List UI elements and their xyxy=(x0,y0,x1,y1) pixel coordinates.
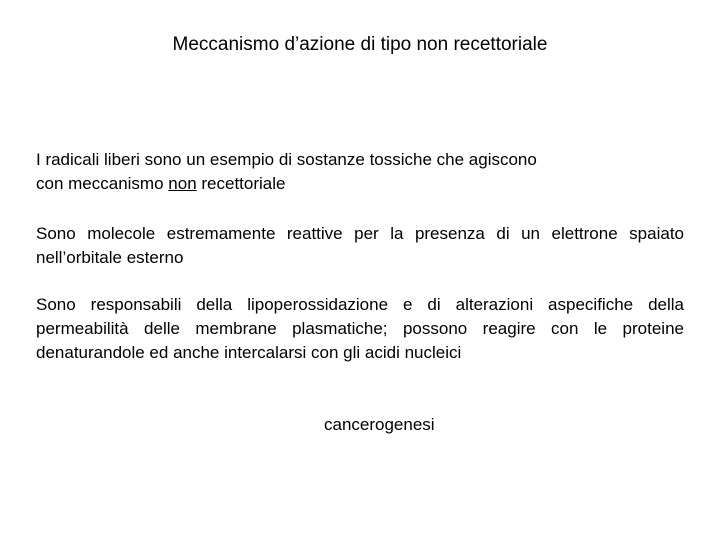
paragraph-1-line-2-end: recettoriale xyxy=(196,174,286,193)
paragraph-effects: Sono responsabili della lipoperossidazione e di alterazioni aspecifiche della permeabilità delle membrane plasmatiche; possono reagire con le proteine denaturandole ed anche intercalarsi con gli acidi nucleici xyxy=(36,295,684,362)
slide-title: Meccanismo d’azione di tipo non recettoriale xyxy=(172,34,548,55)
conclusion-text: cancerogenesi xyxy=(324,415,435,434)
underlined-word-non: non xyxy=(168,174,197,193)
paragraph-1-line-2-start: con meccanismo xyxy=(36,174,169,193)
paragraph-free-radicals xyxy=(36,148,684,196)
paragraph-1-line-1: I radicali liberi sono un esempio di sostanze tossiche che agiscono xyxy=(36,150,537,169)
paragraph-reactive-molecules: Sono molecole estremamente reattive per la presenza di un elettrone spaiato nell’orbitale esterno xyxy=(36,224,684,267)
